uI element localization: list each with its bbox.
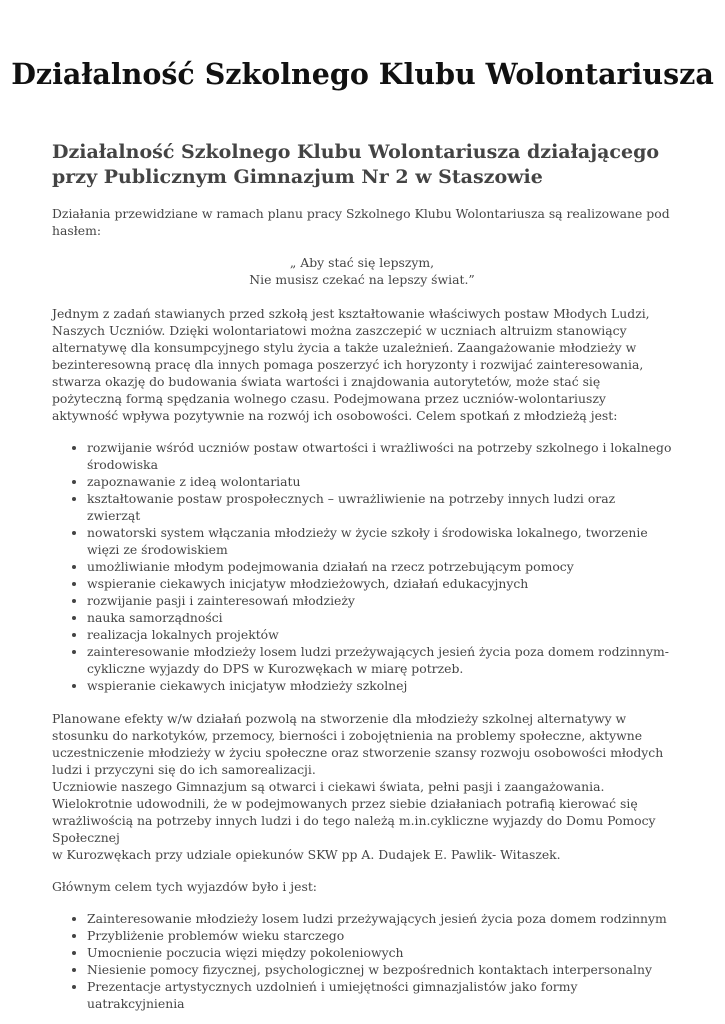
motto-line: „ Aby stać się lepszym, [289,255,435,270]
body-paragraph: Uczniowie naszego Gimnazjum są otwarci i ciekawi świata, pełni pasji i zaangażowania. Wielokrotnie udowodnili, że w podejmowanych przez siebie działaniach potrafią kierować się wrażliwością na potrzeby innych ludzi i do tego należą m.in.cykliczne wyjazdy do Domu Pomocy Społecznej [52,779,656,845]
motto-quote [52,254,672,288]
intro-paragraph: Działania przewidziane w ramach planu pracy Szkolnego Klubu Wolontariusza są realizowane pod hasłem: [52,206,670,238]
list-item: • wspieranie ciekawych inicjatyw młodzieży szkolnej [87,677,672,694]
list-item: • Umocnienie poczucia więzi między pokoleniowych [87,944,672,961]
body-paragraph: w Kurozwękach przy udziale opiekunów SKW pp A. Dudajek E. Pawlik- Witaszek. [52,847,561,862]
list-item: • rozwijanie pasji i zainteresowań młodzieży [87,592,672,609]
list-item: • kształtowanie postaw prospołecznych – uwrażliwienie na potrzeby innych ludzi oraz zwierząt [87,490,672,524]
list-item: • realizacja lokalnych projektów [87,626,672,643]
list-item: • wspieranie ciekawych inicjatyw młodzieżowych, działań edukacyjnych [87,575,672,592]
list-item: • nauka samorządności [87,609,672,626]
goals-list [52,439,672,694]
motto-line: Nie musisz czekać na lepszy świat.” [249,272,475,287]
body-paragraph: Planowane efekty w/w działań pozwolą na stworzenie dla młodzieży szkolnej alternatywy w stosunku do narkotyków, przemocy, bierności i zobojętnienia na problemy społeczne, aktywne uczestniczenie młodzieży w życiu społeczne oraz stworzenie szansy rozwoju osobowości młodych ludzi i przyczyni się do ich samorealizacji. [52,711,664,777]
article-content [52,140,672,1012]
list-item: • zapoznawanie z ideą wolontariatu [87,473,672,490]
list-item: • zainteresowanie młodzieży losem ludzi przeżywających jesień życia poza domem rodzinnym- cykliczne wyjazdy do DPS w Kurozwękach w miarę potrzeb. [87,643,672,677]
list-item: • rozwijanie wśród uczniów postaw otwartości i wrażliwości na potrzeby szkolnego i lokalnego środowiska [87,439,672,473]
list-item: • Przybliżenie problemów wieku starczego [87,927,672,944]
page-title: Działalność Szkolnego Klubu Wolontariusza [11,57,714,91]
section-heading: Działalność Szkolnego Klubu Wolontariusza działającego przy Publicznym Gimnazjum Nr 2 w Staszowie [52,141,660,188]
list-item: • nowatorski system włączania młodzieży w życie szkoły i środowiska lokalnego, tworzenie więzi ze środowiskiem [87,524,672,558]
list-item: • umożliwianie młodym podejmowania działań na rzecz potrzebującym pomocy [87,558,672,575]
body-paragraph: Jednym z zadań stawianych przed szkołą jest kształtowanie właściwych postaw Młodych Ludzi, Naszych Uczniów. Dzięki wolontariatowi można zaszczepić w uczniach altruizm stanowiący alternatywę dla konsumpcyjnego stylu życia a także uzależnień. Zaangażowanie młodzieży w bezinteresowną pracę dla innych pomaga poszerzyć ich horyzonty i rozwijać zainteresowania, stwarza okazję do budowania świata wartości i znajdowania autorytetów, może stać się pożyteczną formą spędzania wolnego czasu. Podejmowana przez uczniów-wolontariuszy aktywność wpływa pozytywnie na rozwój ich osobowości. Celem spotkań z młodzieżą jest: [52,306,650,423]
body-paragraph: Głównym celem tych wyjazdów było i jest: [52,879,317,894]
list-item: • Niesienie pomocy fizycznej, psychologicznej w bezpośrednich kontaktach interpersonalny [87,961,672,978]
trips-goals-list [52,910,672,1012]
list-item: • Zainteresowanie młodzieży losem ludzi przeżywających jesień życia poza domem rodzinnym [87,910,672,927]
list-item: • Prezentacje artystycznych uzdolnień i umiejętności gimnazjalistów jako formy uatrakcyjnienia [87,978,672,1012]
